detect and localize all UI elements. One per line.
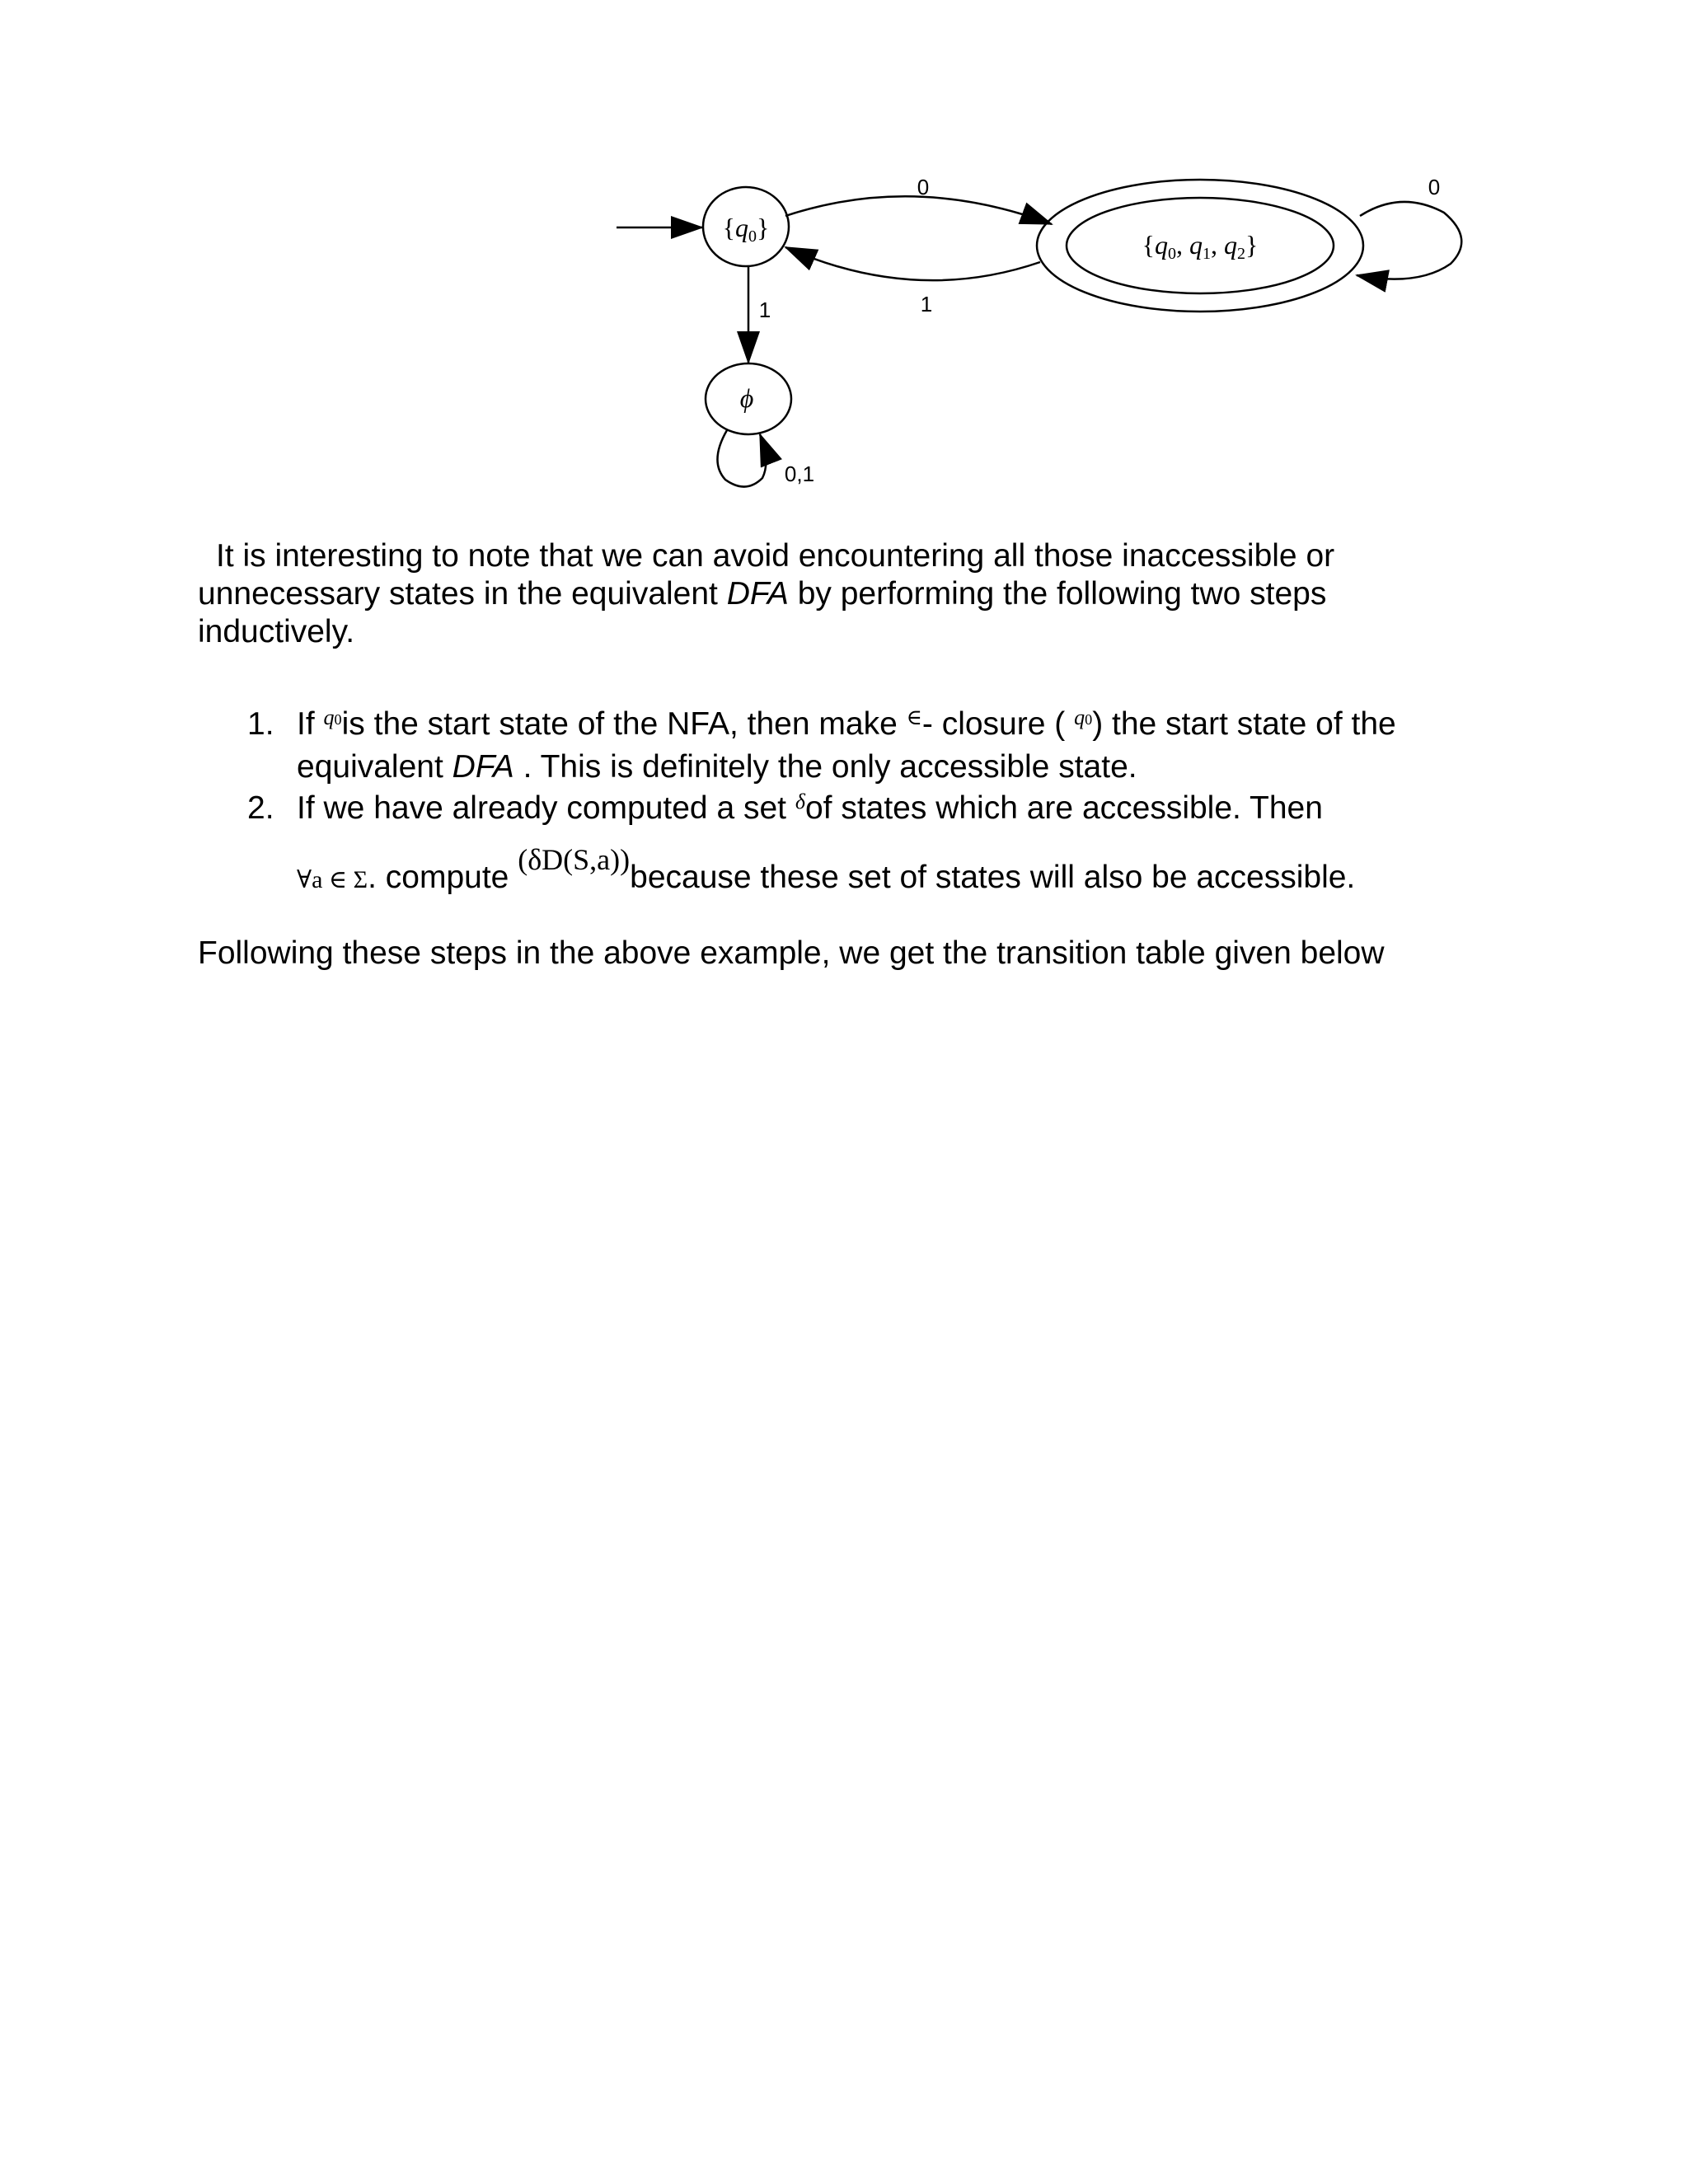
state-q0-label: {q0} [722, 213, 770, 246]
following-paragraph: Following these steps in the above example, we get the transition table given below [198, 935, 1385, 971]
list-item-1-body [297, 705, 1500, 786]
edge-empty-self-loop-label: 0,1 [784, 462, 815, 486]
item2-part2: of states which are accessible. Then [804, 790, 1323, 826]
edge-q012-to-q0-label: 1 [920, 292, 933, 316]
item1-q0: q0 [323, 705, 342, 729]
item2-delta: δ [795, 790, 805, 813]
list-item-2-body [297, 790, 1500, 899]
item1-q0-closure: q0 [1074, 705, 1093, 729]
intro-text-before: It is interesting to note that we can avoid encountering all those inaccessible or unnecessary states in the equivalent [198, 538, 1335, 612]
list-item-2-number: 2. [247, 790, 274, 826]
item1-part3: ) the start state of the equivalent [297, 706, 1396, 785]
item1-part2: - closure ( [921, 706, 1066, 742]
intro-paragraph [198, 537, 1484, 651]
state-q012-label: {q0, q1, q2} [1142, 230, 1259, 263]
edge-q0-to-q012-label: 0 [917, 175, 930, 199]
item1-if: If [297, 706, 315, 742]
edge-q012-self-loop [1357, 202, 1461, 279]
edge-q0-to-q012 [785, 196, 1052, 224]
item1-dfa: DFA [452, 749, 514, 785]
item1-part4: . This is definitely the only accessible state. [523, 749, 1137, 785]
edge-empty-self-loop [717, 430, 766, 487]
item2-formula: (δD(S,a)) [518, 843, 631, 876]
item1-part1: is the start state of the NFA, then make [341, 706, 898, 742]
item2-forall: ∀a ∈ Σ [297, 866, 368, 893]
dfa-diagram [0, 0, 1688, 511]
edge-q012-self-loop-label: 0 [1428, 175, 1441, 199]
item2-part1: If we have already computed a set [297, 790, 787, 826]
item2-part4: because these set of states will also be accessible. [630, 860, 1356, 895]
item2-part3: . compute [368, 860, 509, 895]
list-item-1-number: 1. [247, 706, 274, 742]
item1-epsilon: ∈ [906, 705, 922, 729]
edge-q0-to-empty-label: 1 [758, 298, 771, 322]
intro-dfa: DFA [726, 576, 789, 612]
intro-text-after: by performing the following two steps inductively. [198, 576, 1327, 649]
state-empty-label: ϕ [739, 383, 754, 413]
edge-q012-to-q0 [785, 247, 1040, 280]
